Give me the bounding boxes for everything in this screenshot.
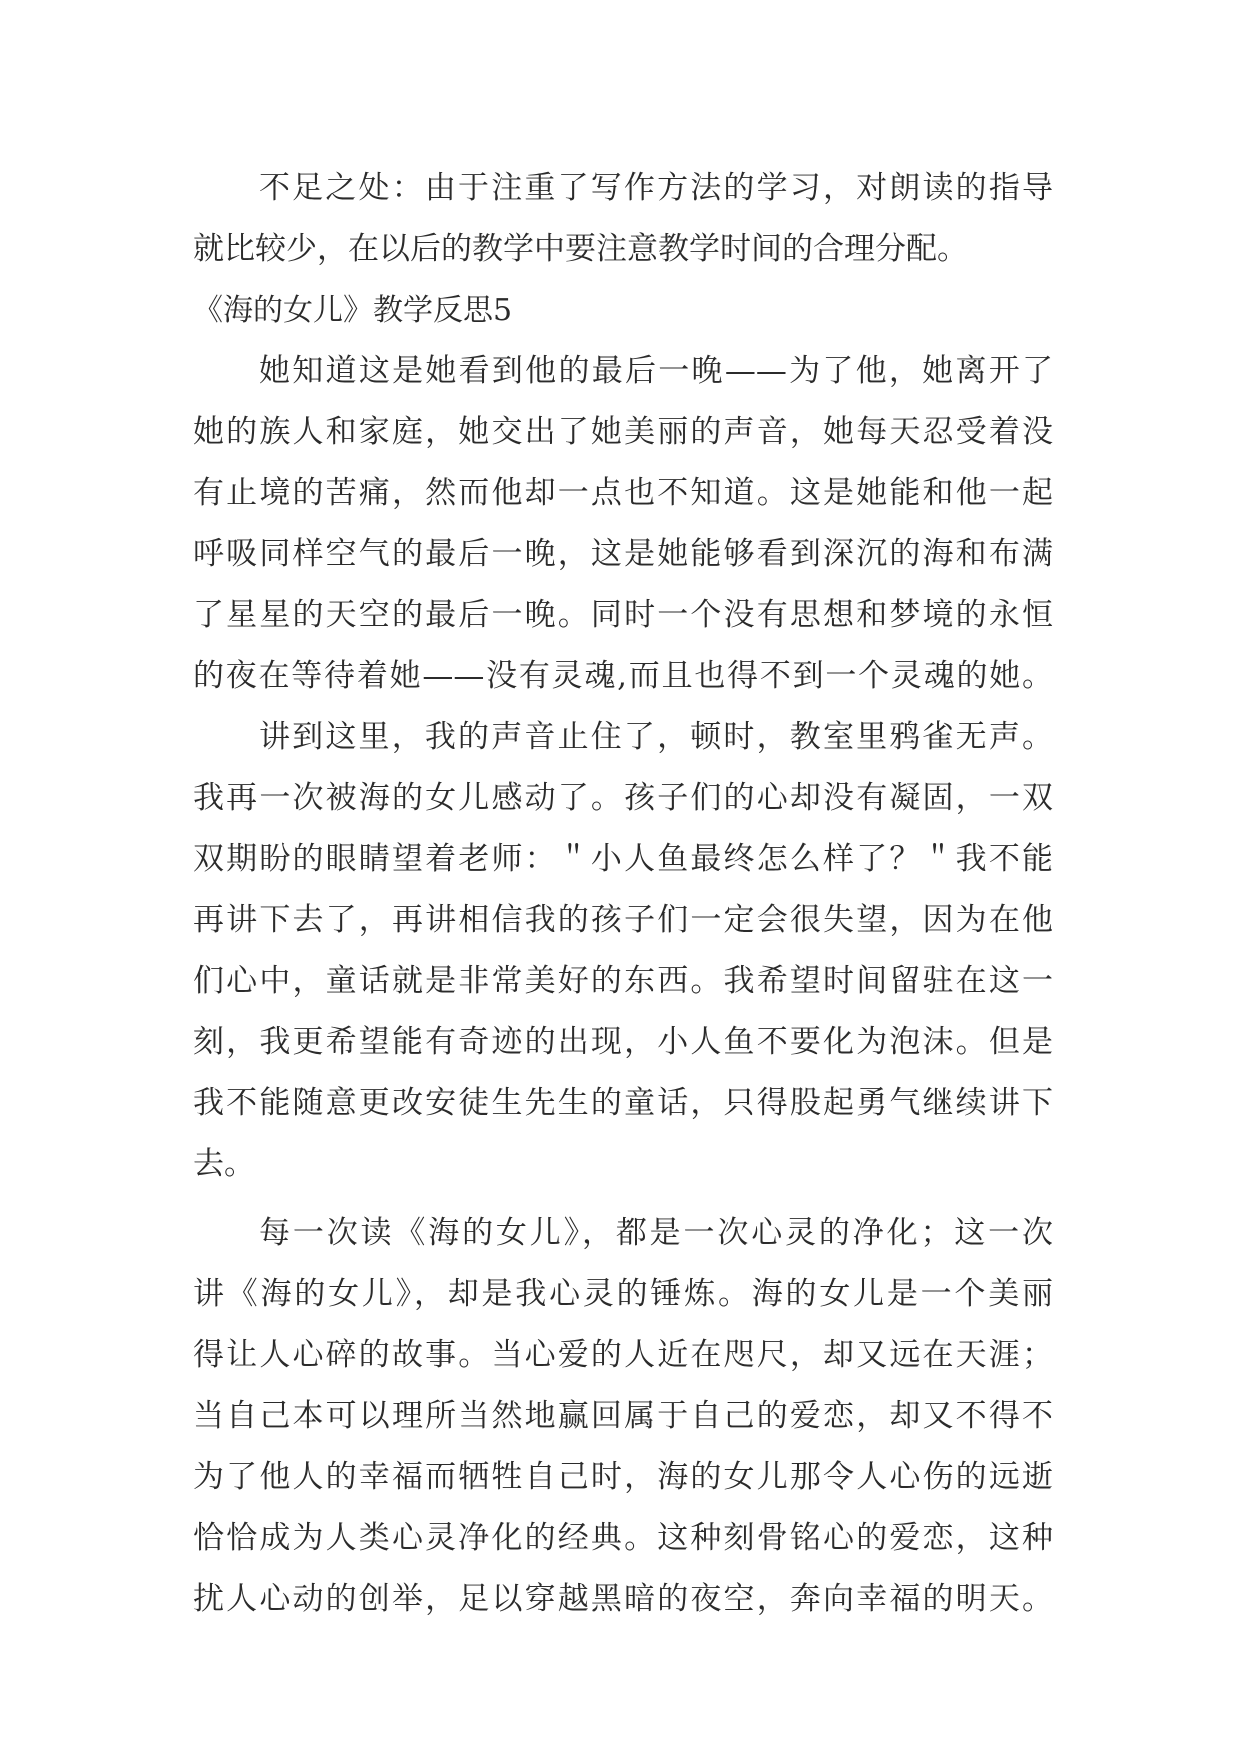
text-line: 了星星的天空的最后一晚。同时一个没有思想和梦境的永恒: [193, 597, 1053, 633]
text-line: 得让人心碎的故事。当心爱的人近在咫尺，却又远在天涯；: [193, 1337, 1053, 1373]
text-line: 呼吸同样空气的最后一晚，这是她能够看到深沉的海和布满: [193, 536, 1053, 572]
text-line: 她知道这是她看到他的最后一晚——为了他，她离开了: [259, 353, 1053, 389]
paragraph-3: [193, 707, 1053, 1195]
paragraph-2: [193, 341, 1053, 707]
text-line: 为了他人的幸福而牺牲自己时，海的女儿那令人心伤的远逝: [193, 1459, 1053, 1495]
text-line: 再讲下去了，再讲相信我的孩子们一定会很失望，因为在他: [193, 902, 1053, 938]
text-line: 每一次读《海的女儿》，都是一次心灵的净化；这一次: [259, 1215, 1053, 1251]
document-body: [193, 158, 1053, 1630]
paragraph-1: [193, 158, 1053, 280]
text-line: 的夜在等待着她——没有灵魂,而且也得不到一个灵魂的她。: [193, 658, 1053, 694]
text-line: 我再一次被海的女儿感动了。孩子们的心却没有凝固，一双: [193, 780, 1053, 816]
text-line: 不足之处：由于注重了写作方法的学习，对朗读的指导: [259, 170, 1053, 206]
paragraph-gap: [193, 1195, 1053, 1203]
text-line: 扰人心动的创举，足以穿越黑暗的夜空，奔向幸福的明天。: [193, 1581, 1053, 1617]
text-line: 双期盼的眼睛望着老师：＂小人鱼最终怎么样了？＂我不能: [193, 841, 1053, 877]
text-line: 当自己本可以理所当然地赢回属于自己的爱恋，却又不得不: [193, 1398, 1053, 1434]
text-line: 就比较少，在以后的教学中要注意教学时间的合理分配。: [193, 231, 968, 267]
text-line: 刻，我更希望能有奇迹的出现，小人鱼不要化为泡沫。但是: [193, 1024, 1053, 1060]
text-line: 去。: [193, 1146, 255, 1182]
paragraph-4: [193, 1203, 1053, 1630]
text-line: 恰恰成为人类心灵净化的经典。这种刻骨铭心的爱恋，这种: [193, 1520, 1053, 1556]
text-line: 们心中，童话就是非常美好的东西。我希望时间留驻在这一: [193, 963, 1053, 999]
text-line: 有止境的苦痛，然而他却一点也不知道。这是她能和他一起: [193, 475, 1053, 511]
text-line: 我不能随意更改安徒生先生的童话，只得股起勇气继续讲下: [193, 1085, 1053, 1121]
section-heading: 《海的女儿》教学反思5: [193, 293, 513, 328]
text-line: 她的族人和家庭，她交出了她美丽的声音，她每天忍受着没: [193, 414, 1053, 450]
text-line: 讲《海的女儿》，却是我心灵的锤炼。海的女儿是一个美丽: [193, 1276, 1053, 1312]
text-line: 讲到这里，我的声音止住了，顿时，教室里鸦雀无声。: [259, 719, 1053, 755]
